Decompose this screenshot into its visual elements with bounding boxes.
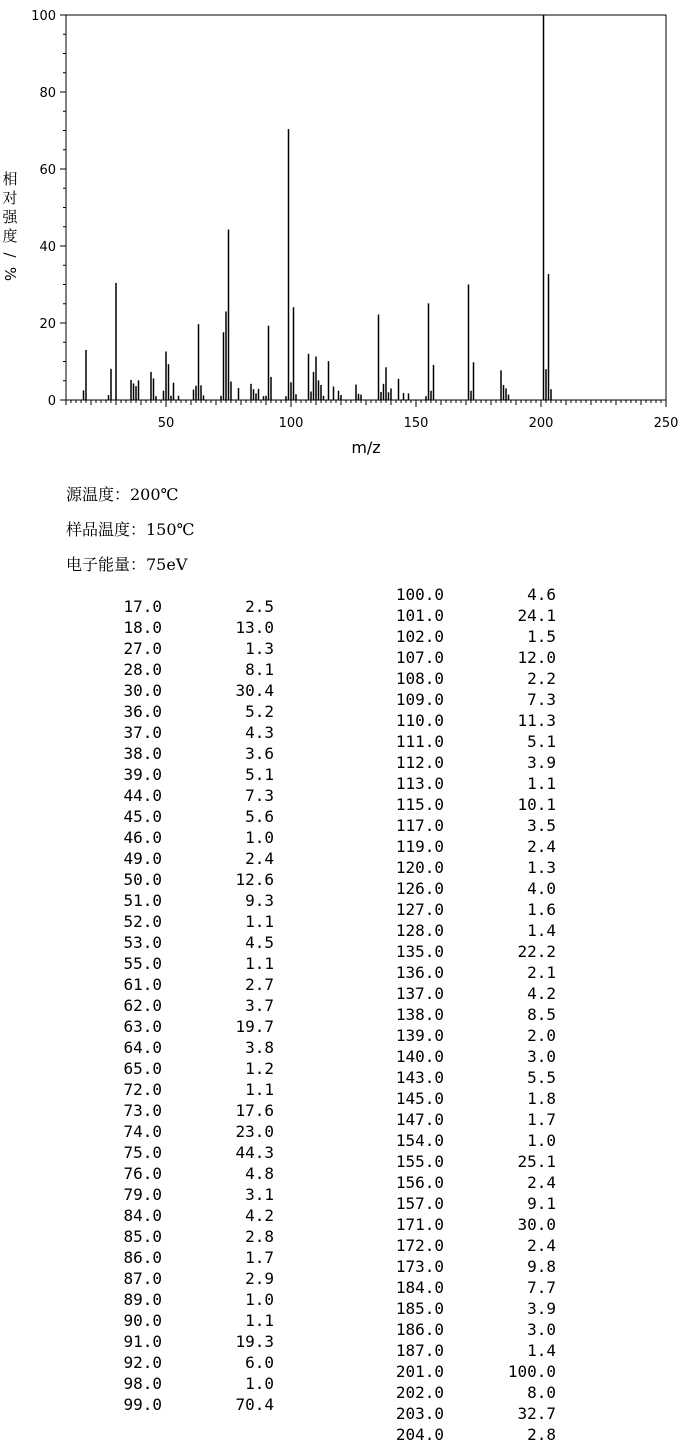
- peak-abundance: 2.7: [245, 975, 274, 994]
- peak-mz: 115.0: [395, 795, 444, 814]
- peak-abundance: 1.4: [527, 921, 556, 940]
- y-tick-label: 100: [31, 9, 56, 24]
- peak-abundance: 3.9: [527, 1299, 556, 1318]
- peak-abundance: 2.4: [527, 1173, 556, 1192]
- peak-abundance: 1.1: [245, 912, 274, 931]
- peak-row: [384, 1004, 556, 1025]
- peak-row: [384, 752, 556, 773]
- x-tick-label: 100: [278, 416, 304, 431]
- peak-mz: 51.0: [123, 891, 162, 910]
- peak-abundance: 3.8: [245, 1038, 274, 1057]
- peak-mz: 154.0: [395, 1131, 444, 1150]
- peak-abundance: 22.2: [517, 942, 556, 961]
- peak-mz: 128.0: [395, 921, 444, 940]
- peak-row: [102, 701, 274, 722]
- peak-mz: 91.0: [123, 1332, 162, 1351]
- y-tick-label: 40: [39, 240, 56, 255]
- peak-mz: 18.0: [123, 618, 162, 637]
- peak-mz: 173.0: [395, 1257, 444, 1276]
- peak-mz: 44.0: [123, 786, 162, 805]
- peak-abundance: 1.1: [527, 774, 556, 793]
- peak-abundance: 23.0: [235, 1122, 274, 1141]
- peak-abundance: 8.0: [527, 1383, 556, 1402]
- peak-mz: 187.0: [395, 1341, 444, 1360]
- peak-row: [384, 668, 556, 689]
- peak-row: [384, 1214, 556, 1235]
- peak-row: [102, 1163, 274, 1184]
- peak-row: [102, 827, 274, 848]
- x-tick-label: 200: [528, 416, 554, 431]
- peak-row: [102, 890, 274, 911]
- peak-abundance: 3.6: [245, 744, 274, 763]
- peak-mz: 204.0: [395, 1425, 444, 1444]
- peak-row: [384, 1046, 556, 1067]
- peak-mz: 84.0: [123, 1206, 162, 1225]
- peak-row: [102, 764, 274, 785]
- peak-row: [384, 815, 556, 836]
- peak-row: [384, 1172, 556, 1193]
- peak-mz: 184.0: [395, 1278, 444, 1297]
- peak-row: [384, 899, 556, 920]
- peak-mz: 120.0: [395, 858, 444, 877]
- peak-mz: 157.0: [395, 1194, 444, 1213]
- y-axis-label-char: %: [1, 266, 19, 282]
- peak-mz: 139.0: [395, 1026, 444, 1045]
- peak-mz: 143.0: [395, 1068, 444, 1087]
- peak-abundance: 1.5: [527, 627, 556, 646]
- y-tick-label: 60: [39, 163, 56, 178]
- x-tick-label: 250: [653, 416, 679, 431]
- peak-mz: 87.0: [123, 1269, 162, 1288]
- peak-row: [384, 1403, 556, 1424]
- peak-mz: 63.0: [123, 1017, 162, 1036]
- peak-row: [102, 869, 274, 890]
- peak-mz: 86.0: [123, 1248, 162, 1267]
- peak-mz: 52.0: [123, 912, 162, 931]
- peak-row: [384, 1130, 556, 1151]
- peak-mz: 39.0: [123, 765, 162, 784]
- peak-row: [102, 974, 274, 995]
- peak-mz: 145.0: [395, 1089, 444, 1108]
- peak-row: [384, 710, 556, 731]
- peak-row: [384, 1235, 556, 1256]
- peak-row: [384, 962, 556, 983]
- peak-row: [102, 722, 274, 743]
- peak-mz: 186.0: [395, 1320, 444, 1339]
- peak-abundance: 1.6: [527, 900, 556, 919]
- peak-table-left: [102, 596, 274, 1415]
- peak-row: [384, 1277, 556, 1298]
- peak-mz: 53.0: [123, 933, 162, 952]
- peak-abundance: 70.4: [235, 1395, 274, 1414]
- peak-mz: 38.0: [123, 744, 162, 763]
- peak-abundance: 10.1: [517, 795, 556, 814]
- peak-row: [384, 878, 556, 899]
- y-axis-label: [1, 170, 19, 281]
- peak-table-right: [384, 584, 556, 1445]
- peak-abundance: 17.6: [235, 1101, 274, 1120]
- y-axis-label-char: /: [1, 252, 19, 258]
- peak-row: [384, 920, 556, 941]
- peak-row: [384, 1298, 556, 1319]
- peak-row: [384, 857, 556, 878]
- plot-frame: [66, 15, 666, 400]
- peak-row: [384, 626, 556, 647]
- peak-mz: 202.0: [395, 1383, 444, 1402]
- peak-mz: 126.0: [395, 879, 444, 898]
- peak-row: [102, 1205, 274, 1226]
- peak-mz: 90.0: [123, 1311, 162, 1330]
- peak-row: [384, 731, 556, 752]
- peak-row: [102, 1310, 274, 1331]
- peak-row: [384, 1340, 556, 1361]
- peak-mz: 65.0: [123, 1059, 162, 1078]
- peak-mz: 107.0: [395, 648, 444, 667]
- peak-abundance: 3.9: [527, 753, 556, 772]
- y-tick-label: 20: [39, 317, 56, 332]
- peak-row: [102, 848, 274, 869]
- peak-abundance: 4.6: [527, 585, 556, 604]
- peak-abundance: 1.8: [527, 1089, 556, 1108]
- peak-row: [384, 1193, 556, 1214]
- peak-row: [102, 932, 274, 953]
- peak-abundance: 1.1: [245, 954, 274, 973]
- peak-row: [384, 689, 556, 710]
- peak-mz: 201.0: [395, 1362, 444, 1381]
- peak-mz: 37.0: [123, 723, 162, 742]
- peak-abundance: 4.3: [245, 723, 274, 742]
- peak-abundance: 7.7: [527, 1278, 556, 1297]
- peak-abundance: 2.0: [527, 1026, 556, 1045]
- peak-row: [102, 1016, 274, 1037]
- peak-abundance: 100.0: [507, 1362, 556, 1381]
- peak-mz: 185.0: [395, 1299, 444, 1318]
- peak-mz: 135.0: [395, 942, 444, 961]
- peak-mz: 140.0: [395, 1047, 444, 1066]
- peak-mz: 155.0: [395, 1152, 444, 1171]
- peak-row: [102, 1226, 274, 1247]
- peak-row: [102, 1331, 274, 1352]
- peak-mz: 46.0: [123, 828, 162, 847]
- peak-abundance: 2.9: [245, 1269, 274, 1288]
- peak-mz: 75.0: [123, 1143, 162, 1162]
- peak-mz: 127.0: [395, 900, 444, 919]
- peak-row: [102, 1352, 274, 1373]
- peak-abundance: 2.4: [245, 849, 274, 868]
- peak-abundance: 7.3: [245, 786, 274, 805]
- peak-abundance: 8.1: [245, 660, 274, 679]
- peak-mz: 111.0: [395, 732, 444, 751]
- peak-abundance: 1.7: [245, 1248, 274, 1267]
- peak-mz: 85.0: [123, 1227, 162, 1246]
- peak-mz: 62.0: [123, 996, 162, 1015]
- peak-abundance: 24.1: [517, 606, 556, 625]
- peak-row: [102, 680, 274, 701]
- peak-row: [102, 743, 274, 764]
- peak-row: [102, 1058, 274, 1079]
- peak-mz: 73.0: [123, 1101, 162, 1120]
- x-tick-label: 50: [157, 416, 175, 431]
- peak-row: [102, 1373, 274, 1394]
- peak-mz: 112.0: [395, 753, 444, 772]
- peak-row: [102, 953, 274, 974]
- peak-abundance: 1.0: [245, 1290, 274, 1309]
- peak-row: [102, 638, 274, 659]
- peak-row: [102, 596, 274, 617]
- peak-mz: 50.0: [123, 870, 162, 889]
- peak-row: [384, 1361, 556, 1382]
- peak-abundance: 3.0: [527, 1047, 556, 1066]
- peak-row: [102, 1100, 274, 1121]
- peak-mz: 17.0: [123, 597, 162, 616]
- peak-abundance: 3.1: [245, 1185, 274, 1204]
- peak-abundance: 1.3: [245, 639, 274, 658]
- peak-row: [102, 911, 274, 932]
- peak-row: [102, 785, 274, 806]
- peak-abundance: 30.0: [517, 1215, 556, 1234]
- peak-mz: 99.0: [123, 1395, 162, 1414]
- peak-abundance: 1.0: [245, 1374, 274, 1393]
- y-axis-label-char: 对: [2, 189, 18, 207]
- peak-mz: 101.0: [395, 606, 444, 625]
- peak-abundance: 5.6: [245, 807, 274, 826]
- peak-row: [384, 983, 556, 1004]
- peak-mz: 28.0: [123, 660, 162, 679]
- peak-abundance: 5.5: [527, 1068, 556, 1087]
- peak-abundance: 30.4: [235, 681, 274, 700]
- peak-abundance: 4.8: [245, 1164, 274, 1183]
- peak-mz: 113.0: [395, 774, 444, 793]
- peak-abundance: 1.1: [245, 1080, 274, 1099]
- peak-row: [102, 1079, 274, 1100]
- peak-row: [384, 773, 556, 794]
- peak-abundance: 8.5: [527, 1005, 556, 1024]
- peak-abundance: 44.3: [235, 1143, 274, 1162]
- peak-abundance: 2.2: [527, 669, 556, 688]
- peak-mz: 137.0: [395, 984, 444, 1003]
- peak-mz: 136.0: [395, 963, 444, 982]
- peak-mz: 45.0: [123, 807, 162, 826]
- peak-row: [384, 1109, 556, 1130]
- peak-row: [102, 1289, 274, 1310]
- peak-mz: 138.0: [395, 1005, 444, 1024]
- peak-row: [102, 1394, 274, 1415]
- peak-mz: 72.0: [123, 1080, 162, 1099]
- peak-mz: 89.0: [123, 1290, 162, 1309]
- peak-abundance: 9.1: [527, 1194, 556, 1213]
- peak-mz: 172.0: [395, 1236, 444, 1255]
- peak-abundance: 2.8: [527, 1425, 556, 1444]
- peak-row: [384, 1424, 556, 1445]
- peak-mz: 61.0: [123, 975, 162, 994]
- peak-mz: 102.0: [395, 627, 444, 646]
- peak-mz: 64.0: [123, 1038, 162, 1057]
- peak-abundance: 4.0: [527, 879, 556, 898]
- peak-row: [384, 836, 556, 857]
- peak-abundance: 25.1: [517, 1152, 556, 1171]
- peak-abundance: 2.1: [527, 963, 556, 982]
- peak-mz: 49.0: [123, 849, 162, 868]
- peak-abundance: 3.5: [527, 816, 556, 835]
- source-temperature: 源温度：200℃: [66, 485, 179, 504]
- peak-abundance: 12.0: [517, 648, 556, 667]
- peak-mz: 79.0: [123, 1185, 162, 1204]
- peak-row: [102, 1037, 274, 1058]
- peak-abundance: 5.2: [245, 702, 274, 721]
- peak-abundance: 2.8: [245, 1227, 274, 1246]
- peak-abundance: 12.6: [235, 870, 274, 889]
- peak-row: [102, 617, 274, 638]
- peak-mz: 147.0: [395, 1110, 444, 1129]
- peak-abundance: 9.8: [527, 1257, 556, 1276]
- peak-row: [102, 1247, 274, 1268]
- peak-mz: 98.0: [123, 1374, 162, 1393]
- peak-abundance: 1.1: [245, 1311, 274, 1330]
- x-tick-label: 150: [403, 416, 429, 431]
- peak-abundance: 19.3: [235, 1332, 274, 1351]
- peak-abundance: 3.7: [245, 996, 274, 1015]
- peak-row: [102, 1142, 274, 1163]
- peak-abundance: 1.0: [527, 1131, 556, 1150]
- peak-abundance: 9.3: [245, 891, 274, 910]
- peak-row: [384, 647, 556, 668]
- peak-row: [384, 1025, 556, 1046]
- peak-abundance: 13.0: [235, 618, 274, 637]
- y-axis-label-char: 相: [2, 170, 18, 188]
- peak-row: [384, 941, 556, 962]
- peak-abundance: 4.2: [245, 1206, 274, 1225]
- peak-mz: 108.0: [395, 669, 444, 688]
- peak-abundance: 2.5: [245, 597, 274, 616]
- y-tick-label: 80: [39, 86, 56, 101]
- peak-abundance: 1.2: [245, 1059, 274, 1078]
- peak-row: [384, 605, 556, 626]
- peak-abundance: 32.7: [517, 1404, 556, 1423]
- peak-mz: 119.0: [395, 837, 444, 856]
- peak-mz: 110.0: [395, 711, 444, 730]
- peak-abundance: 1.4: [527, 1341, 556, 1360]
- peak-row: [384, 1151, 556, 1172]
- peak-row: [102, 1268, 274, 1289]
- peak-mz: 156.0: [395, 1173, 444, 1192]
- peak-row: [102, 1121, 274, 1142]
- y-axis-label-char: 强: [2, 208, 18, 226]
- peak-row: [102, 1184, 274, 1205]
- peak-abundance: 1.7: [527, 1110, 556, 1129]
- electron-energy: 电子能量：75eV: [66, 555, 188, 574]
- peak-mz: 203.0: [395, 1404, 444, 1423]
- peak-row: [384, 1382, 556, 1403]
- peak-mz: 30.0: [123, 681, 162, 700]
- peak-abundance: 19.7: [235, 1017, 274, 1036]
- peak-mz: 74.0: [123, 1122, 162, 1141]
- peak-mz: 171.0: [395, 1215, 444, 1234]
- peak-abundance: 2.4: [527, 1236, 556, 1255]
- peak-mz: 117.0: [395, 816, 444, 835]
- peak-row: [384, 584, 556, 605]
- mass-spectrum-chart: [0, 0, 680, 470]
- peak-abundance: 2.4: [527, 837, 556, 856]
- peak-abundance: 5.1: [245, 765, 274, 784]
- peak-row: [102, 659, 274, 680]
- peak-abundance: 6.0: [245, 1353, 274, 1372]
- peak-abundance: 7.3: [527, 690, 556, 709]
- peak-mz: 36.0: [123, 702, 162, 721]
- peak-row: [102, 995, 274, 1016]
- peak-mz: 109.0: [395, 690, 444, 709]
- peak-mz: 76.0: [123, 1164, 162, 1183]
- peak-mz: 92.0: [123, 1353, 162, 1372]
- peak-mz: 55.0: [123, 954, 162, 973]
- peak-abundance: 1.0: [245, 828, 274, 847]
- peak-abundance: 5.1: [527, 732, 556, 751]
- y-tick-label: 0: [47, 394, 56, 409]
- peak-abundance: 1.3: [527, 858, 556, 877]
- peak-row: [384, 1067, 556, 1088]
- peak-row: [384, 794, 556, 815]
- peak-row: [384, 1319, 556, 1340]
- sample-temperature: 样品温度：150℃: [66, 520, 195, 539]
- peak-abundance: 4.2: [527, 984, 556, 1003]
- peak-row: [102, 806, 274, 827]
- peak-mz: 100.0: [395, 585, 444, 604]
- peak-row: [384, 1256, 556, 1277]
- peak-abundance: 11.3: [517, 711, 556, 730]
- peak-row: [384, 1088, 556, 1109]
- y-axis-label-char: 度: [2, 227, 18, 245]
- peak-mz: 27.0: [123, 639, 162, 658]
- peak-abundance: 4.5: [245, 933, 274, 952]
- peak-abundance: 3.0: [527, 1320, 556, 1339]
- x-axis-label: m/z: [351, 438, 381, 457]
